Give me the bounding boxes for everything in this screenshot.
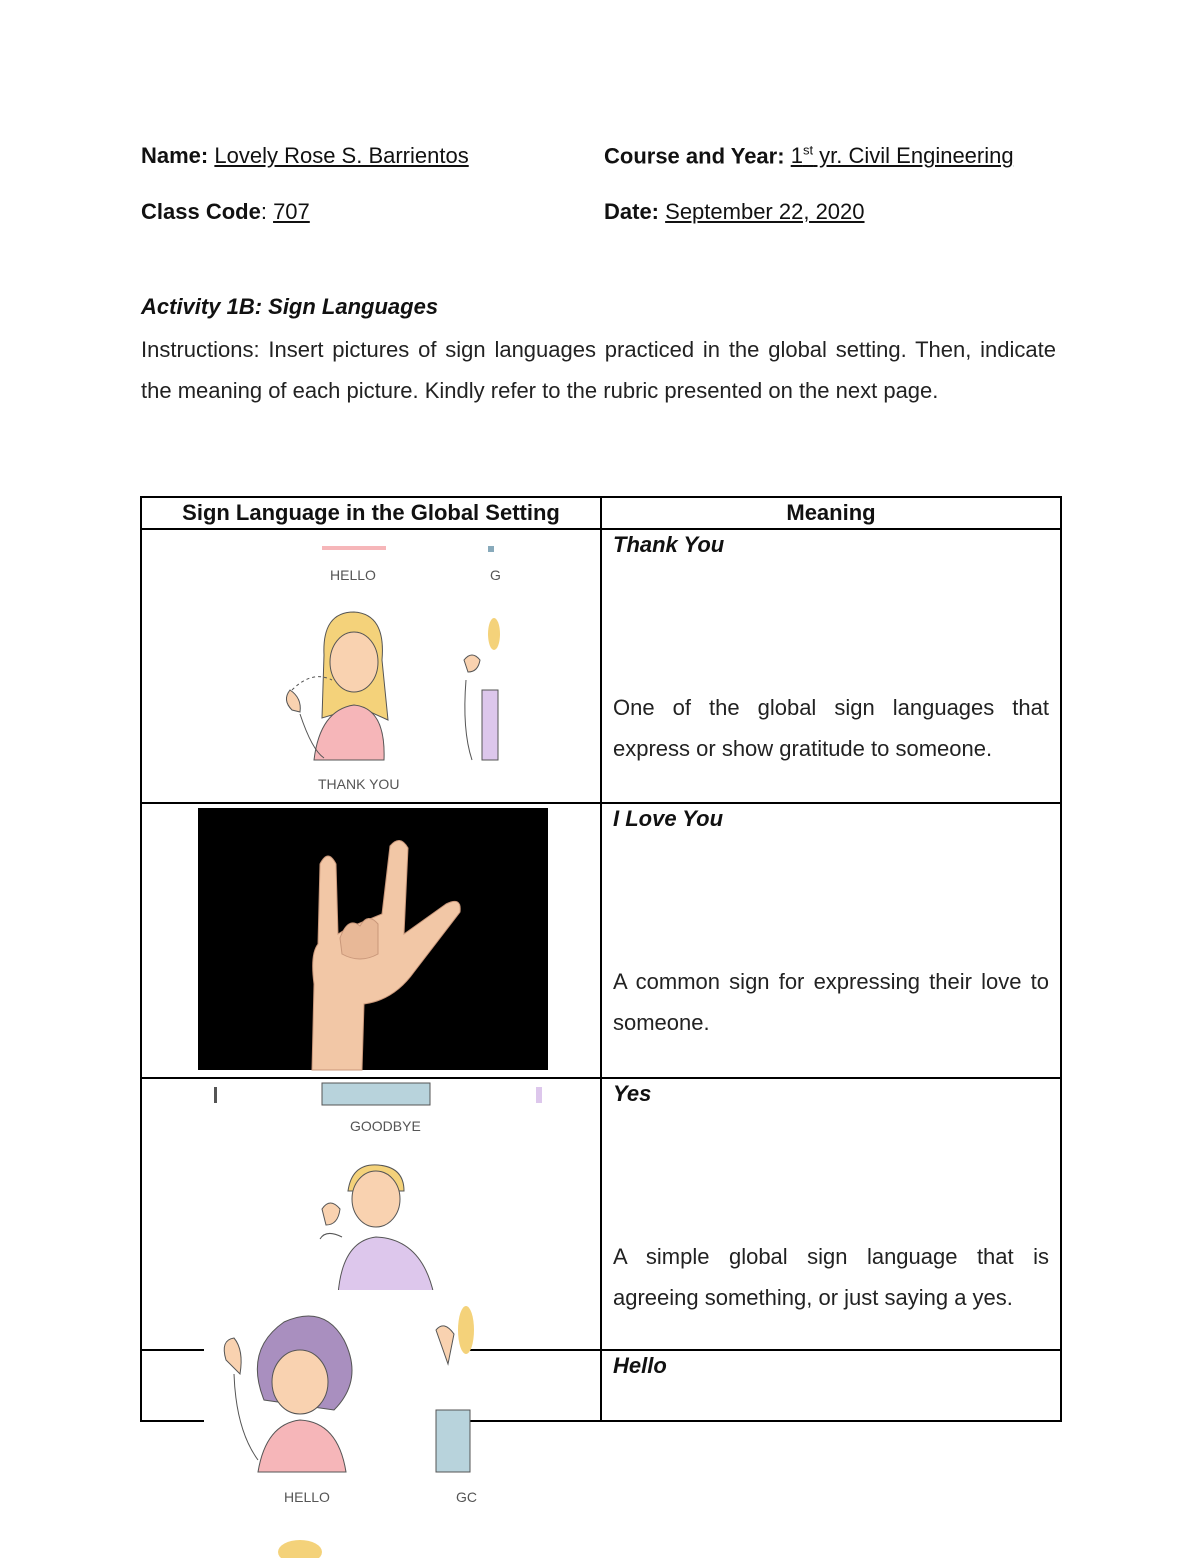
meaning-cell [601, 1078, 1061, 1350]
thank-you-illustration [142, 530, 598, 797]
hand-icon [286, 690, 300, 712]
class-code-value: 707 [273, 199, 310, 224]
course-number: 1 [790, 143, 803, 169]
picture-cell-thank-you [141, 529, 601, 803]
hello-illustration [204, 1290, 477, 1553]
activity-title: Activity 1B: Sign Languages [141, 294, 439, 319]
meaning-cell [601, 803, 1061, 1078]
man-face [352, 1171, 400, 1227]
name-label: Name: [141, 143, 209, 168]
meaning-title: I Love You [613, 806, 724, 831]
instructions-text: Instructions: Insert pictures of sign languages practiced in the global setting. Then, indicate the meaning of each picture. Kindly refer to the rubric presented on the next page. [141, 337, 1056, 403]
meaning-cell [601, 1350, 1061, 1421]
sign-language-table [140, 496, 1062, 1422]
partial-hand-icon [436, 1326, 454, 1364]
meaning-title: Thank You [613, 532, 725, 557]
course-value [791, 143, 1014, 168]
course-rest: yr. Civil Engineering [813, 143, 1014, 169]
date-field [604, 199, 865, 225]
course-ordinal: st [802, 143, 814, 158]
woman-face [272, 1350, 328, 1414]
blue-strip [488, 546, 494, 552]
table-row [141, 529, 1061, 803]
man-shirt [338, 1237, 434, 1295]
picture-cell-i-love-you [141, 803, 601, 1078]
header-sign-language: Sign Language in the Global Setting [141, 497, 601, 529]
meaning-title: Yes [613, 1081, 652, 1106]
blue-shirt-strip [322, 1083, 430, 1105]
waving-hand-icon [224, 1338, 241, 1374]
date-label: Date: [604, 199, 660, 224]
woman-face [330, 632, 378, 692]
table-row [141, 803, 1061, 1078]
hello-label: HELLO [330, 567, 376, 583]
hello-label: HELLO [284, 1489, 330, 1505]
partial-blue-figure [436, 1410, 470, 1472]
date-value: September 22, 2020 [665, 199, 865, 224]
course-label: Course and Year: [604, 143, 785, 169]
meaning-title: Hello [613, 1353, 667, 1378]
hello-illustration-overlay [204, 1290, 477, 1553]
fist-icon [464, 655, 480, 672]
name-value: Lovely Rose S. Barrientos [214, 143, 469, 168]
meaning-description: A simple global sign language that is agreeing something, or just saying a yes. [613, 1244, 1049, 1310]
table-header-row [141, 497, 1061, 529]
gc-label: GC [456, 1489, 477, 1505]
meaning-description: A common sign for expressing their love to someone. [613, 969, 1049, 1035]
class-code-label: Class Code [141, 199, 261, 224]
meaning-cell [601, 529, 1061, 803]
partial-figure [482, 690, 498, 760]
woman-shirt [258, 1420, 346, 1472]
fist-icon [322, 1203, 340, 1225]
name-field [141, 143, 469, 169]
meaning-description: One of the global sign languages that express or show gratitude to someone. [613, 695, 1049, 761]
header-meaning: Meaning [601, 497, 1061, 529]
thank-you-label: THANK YOU [318, 776, 400, 792]
class-code-field: Class Code: 707 [141, 199, 310, 224]
i-love-you-photo [142, 804, 598, 1072]
goodbye-label: GOODBYE [350, 1118, 421, 1134]
g-label: G [490, 567, 501, 583]
course-field [604, 143, 1014, 169]
pink-strip [322, 546, 386, 550]
